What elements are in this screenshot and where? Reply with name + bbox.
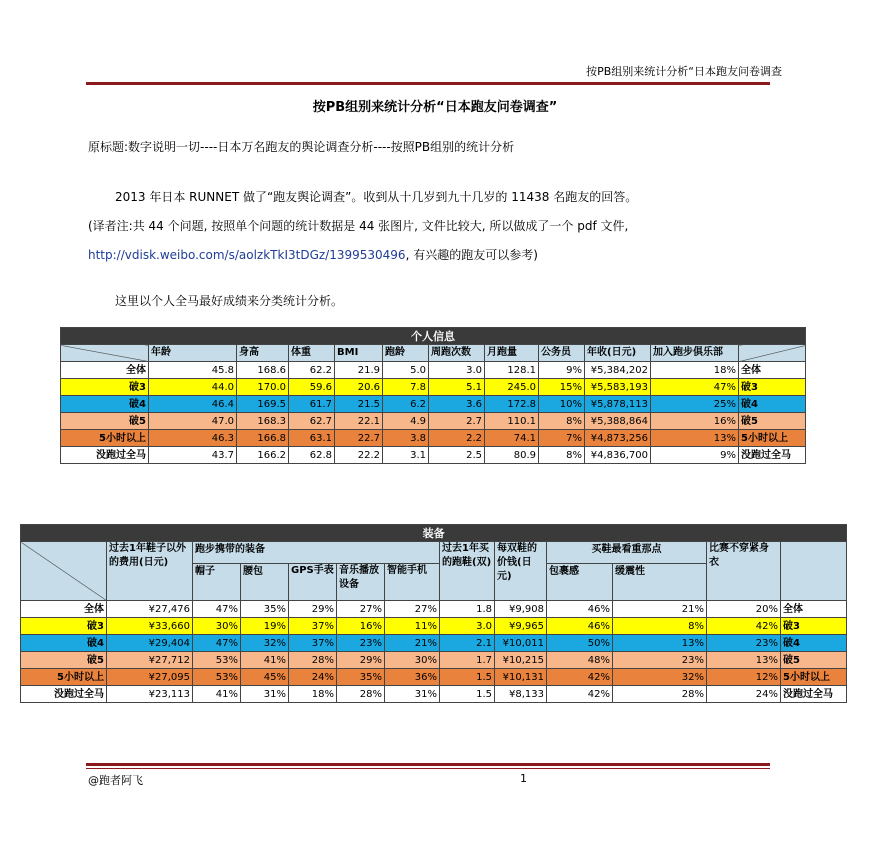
col-header-weekly-runs: 周跑次数 bbox=[429, 345, 485, 362]
table-cell: ¥27,712 bbox=[107, 652, 193, 669]
table-cell: 47% bbox=[651, 379, 739, 396]
footer-rule-thin bbox=[86, 768, 770, 769]
row-label-right: 破5 bbox=[781, 652, 847, 669]
table-cell: ¥5,583,193 bbox=[585, 379, 651, 396]
intro-line-2: (译者注:共 44 个问题, 按照单个问题的统计数据是 44 张图片, 文件比较大, 所以做成了一个 pdf 文件, bbox=[88, 219, 629, 233]
table-cell: 18% bbox=[289, 686, 337, 703]
table-row bbox=[61, 396, 806, 413]
table-cell: ¥9,965 bbox=[495, 618, 547, 635]
table-cell: 169.5 bbox=[237, 396, 289, 413]
table-row bbox=[21, 601, 847, 618]
row-label: 破3 bbox=[61, 379, 149, 396]
table-cell: 27% bbox=[385, 601, 440, 618]
col-group-carry: 跑步携带的装备 bbox=[193, 542, 440, 564]
table-cell: ¥4,873,256 bbox=[585, 430, 651, 447]
table-cell: 62.8 bbox=[289, 447, 335, 464]
table-cell: 47.0 bbox=[149, 413, 237, 430]
table-cell: 245.0 bbox=[485, 379, 539, 396]
col-header-income: 年收(日元) bbox=[585, 345, 651, 362]
table-cell: 42% bbox=[707, 618, 781, 635]
table-cell: 3.6 bbox=[429, 396, 485, 413]
table-cell: 46% bbox=[547, 601, 613, 618]
table-cell: 80.9 bbox=[485, 447, 539, 464]
table-cell: 5.0 bbox=[383, 362, 429, 379]
table-cell: 24% bbox=[289, 669, 337, 686]
table-cell: 45% bbox=[241, 669, 289, 686]
table-cell: 2.1 bbox=[440, 635, 495, 652]
personal-info-band: 个人信息 bbox=[61, 328, 806, 345]
table-cell: 53% bbox=[193, 652, 241, 669]
table-cell: 21% bbox=[613, 601, 707, 618]
table-cell: ¥10,011 bbox=[495, 635, 547, 652]
table-row bbox=[61, 430, 806, 447]
table-row bbox=[61, 447, 806, 464]
row-label: 破4 bbox=[21, 635, 107, 652]
row-label-right: 破4 bbox=[739, 396, 806, 413]
table-cell: 3.1 bbox=[383, 447, 429, 464]
vdisk-link[interactable]: http://vdisk.weibo.com/s/aolzkTkI3tDGz/1399530496 bbox=[88, 248, 406, 262]
col-header-cushion: 缓震性 bbox=[613, 563, 707, 600]
table-cell: 35% bbox=[337, 669, 385, 686]
table-cell: 37% bbox=[289, 635, 337, 652]
table-cell: 166.2 bbox=[237, 447, 289, 464]
col-header-spend: 过去1年鞋子以外的费用(日元) bbox=[107, 542, 193, 601]
col-header-fit: 包裹感 bbox=[547, 563, 613, 600]
table-cell: 31% bbox=[385, 686, 440, 703]
table-cell: 9% bbox=[651, 447, 739, 464]
table-cell: 4.9 bbox=[383, 413, 429, 430]
row-label-right: 没跑过全马 bbox=[739, 447, 806, 464]
table-cell: 3.8 bbox=[383, 430, 429, 447]
table-cell: 42% bbox=[547, 669, 613, 686]
table-cell: 10% bbox=[539, 396, 585, 413]
table-cell: 13% bbox=[613, 635, 707, 652]
table-cell: 168.3 bbox=[237, 413, 289, 430]
table-cell: 7% bbox=[539, 430, 585, 447]
analysis-line: 这里以个人全马最好成绩来分类统计分析。 bbox=[115, 294, 344, 308]
footer-author: @跑者阿飞 bbox=[88, 774, 143, 787]
table-cell: 23% bbox=[613, 652, 707, 669]
header-rule bbox=[86, 82, 770, 85]
table-cell: 43.7 bbox=[149, 447, 237, 464]
table-cell: ¥8,133 bbox=[495, 686, 547, 703]
col-header-shoe-price: 每双鞋的价钱(日元) bbox=[495, 542, 547, 601]
row-label: 没跑过全马 bbox=[21, 686, 107, 703]
table-cell: ¥4,836,700 bbox=[585, 447, 651, 464]
row-label: 5小时以上 bbox=[61, 430, 149, 447]
table-cell: 172.8 bbox=[485, 396, 539, 413]
col-header-club: 加入跑步俱乐部 bbox=[651, 345, 739, 362]
table-cell: ¥9,908 bbox=[495, 601, 547, 618]
row-label-right: 破3 bbox=[781, 618, 847, 635]
table-cell: 170.0 bbox=[237, 379, 289, 396]
table-cell: 46.3 bbox=[149, 430, 237, 447]
table-row bbox=[21, 652, 847, 669]
table-cell: 20.6 bbox=[335, 379, 383, 396]
row-label-right: 没跑过全马 bbox=[781, 686, 847, 703]
row-label-right: 5小时以上 bbox=[781, 669, 847, 686]
table-cell: 63.1 bbox=[289, 430, 335, 447]
col-header-waistbag: 腰包 bbox=[241, 563, 289, 600]
col-header-bmi: BMI bbox=[335, 345, 383, 362]
table-cell: 12% bbox=[707, 669, 781, 686]
table-row bbox=[61, 379, 806, 396]
row-label: 5小时以上 bbox=[21, 669, 107, 686]
table-cell: 11% bbox=[385, 618, 440, 635]
table-cell: 166.8 bbox=[237, 430, 289, 447]
row-label-right: 破5 bbox=[739, 413, 806, 430]
table-cell: 110.1 bbox=[485, 413, 539, 430]
table-cell: ¥27,095 bbox=[107, 669, 193, 686]
table-cell: 168.6 bbox=[237, 362, 289, 379]
table-cell: 1.7 bbox=[440, 652, 495, 669]
table-row bbox=[21, 635, 847, 652]
table-cell: 41% bbox=[241, 652, 289, 669]
table-cell: 32% bbox=[241, 635, 289, 652]
running-header: 按PB组别来统计分析“日本跑友问卷调查 bbox=[586, 65, 782, 78]
row-label-right: 破4 bbox=[781, 635, 847, 652]
table-cell: 44.0 bbox=[149, 379, 237, 396]
table-cell: 27% bbox=[337, 601, 385, 618]
row-label-right: 破3 bbox=[739, 379, 806, 396]
header-blank-right bbox=[781, 542, 847, 601]
table-cell: 47% bbox=[193, 601, 241, 618]
col-header-monthly-distance: 月跑量 bbox=[485, 345, 539, 362]
table-cell: 19% bbox=[241, 618, 289, 635]
table-cell: 5.1 bbox=[429, 379, 485, 396]
table-cell: 128.1 bbox=[485, 362, 539, 379]
col-header-weight: 体重 bbox=[289, 345, 335, 362]
table-cell: 16% bbox=[651, 413, 739, 430]
footer-rule bbox=[86, 763, 770, 766]
table-cell: 22.2 bbox=[335, 447, 383, 464]
table-cell: 50% bbox=[547, 635, 613, 652]
table-row bbox=[21, 618, 847, 635]
table-cell: ¥5,388,864 bbox=[585, 413, 651, 430]
table-cell: 29% bbox=[289, 601, 337, 618]
table-cell: 6.2 bbox=[383, 396, 429, 413]
col-header-gps: GPS手表 bbox=[289, 563, 337, 600]
table-cell: ¥10,215 bbox=[495, 652, 547, 669]
table-cell: 8% bbox=[539, 413, 585, 430]
table-cell: 20% bbox=[707, 601, 781, 618]
table-cell: 23% bbox=[337, 635, 385, 652]
table-cell: 13% bbox=[707, 652, 781, 669]
col-header-music: 音乐播放设备 bbox=[337, 563, 385, 600]
col-header-hat: 帽子 bbox=[193, 563, 241, 600]
equipment-table bbox=[20, 524, 847, 703]
table-cell: 13% bbox=[651, 430, 739, 447]
col-header-height: 身高 bbox=[237, 345, 289, 362]
row-label: 破4 bbox=[61, 396, 149, 413]
col-group-focus: 买鞋最看重那点 bbox=[547, 542, 707, 564]
table-cell: 16% bbox=[337, 618, 385, 635]
page-number: 1 bbox=[520, 772, 527, 785]
col-header-phone: 智能手机 bbox=[385, 563, 440, 600]
row-label: 全体 bbox=[61, 362, 149, 379]
table-cell: 42% bbox=[547, 686, 613, 703]
col-header-running-years: 跑龄 bbox=[383, 345, 429, 362]
table-cell: 37% bbox=[289, 618, 337, 635]
document-title: 按PB组别来统计分析“日本跑友问卷调查” bbox=[312, 100, 558, 115]
row-label-right: 全体 bbox=[781, 601, 847, 618]
table-cell: 2.5 bbox=[429, 447, 485, 464]
table-cell: 28% bbox=[289, 652, 337, 669]
table-row bbox=[21, 686, 847, 703]
table-row bbox=[61, 362, 806, 379]
table-cell: 62.2 bbox=[289, 362, 335, 379]
header-corner-right bbox=[739, 345, 806, 362]
table-cell: 9% bbox=[539, 362, 585, 379]
intro-line-3 bbox=[88, 246, 538, 263]
table-cell: 23% bbox=[707, 635, 781, 652]
table-cell: 8% bbox=[539, 447, 585, 464]
table-cell: ¥33,660 bbox=[107, 618, 193, 635]
row-label: 破3 bbox=[21, 618, 107, 635]
table-cell: 74.1 bbox=[485, 430, 539, 447]
table-cell: 8% bbox=[613, 618, 707, 635]
table-cell: ¥10,131 bbox=[495, 669, 547, 686]
table-row bbox=[61, 413, 806, 430]
table-cell: 28% bbox=[613, 686, 707, 703]
table-cell: 35% bbox=[241, 601, 289, 618]
table-cell: 21.5 bbox=[335, 396, 383, 413]
table-cell: 2.2 bbox=[429, 430, 485, 447]
table-cell: 28% bbox=[337, 686, 385, 703]
intro-line-1: 2013 年日本 RUNNET 做了“跑友舆论调查”。收到从十几岁到九十几岁的 11438 名跑友的回答。 bbox=[115, 190, 638, 204]
equipment-band: 装备 bbox=[21, 525, 847, 542]
table-cell: 21% bbox=[385, 635, 440, 652]
table-cell: ¥29,404 bbox=[107, 635, 193, 652]
table-cell: 31% bbox=[241, 686, 289, 703]
table-cell: ¥5,384,202 bbox=[585, 362, 651, 379]
row-label: 全体 bbox=[21, 601, 107, 618]
table-cell: 41% bbox=[193, 686, 241, 703]
table-cell: 7.8 bbox=[383, 379, 429, 396]
table-cell: 46% bbox=[547, 618, 613, 635]
table-cell: 48% bbox=[547, 652, 613, 669]
table-cell: 15% bbox=[539, 379, 585, 396]
table-cell: 53% bbox=[193, 669, 241, 686]
row-label: 没跑过全马 bbox=[61, 447, 149, 464]
col-header-civil-servant: 公务员 bbox=[539, 345, 585, 362]
table-row bbox=[21, 669, 847, 686]
table-cell: 61.7 bbox=[289, 396, 335, 413]
table-cell: 1.5 bbox=[440, 669, 495, 686]
table-cell: ¥27,476 bbox=[107, 601, 193, 618]
row-label: 破5 bbox=[61, 413, 149, 430]
table-cell: 18% bbox=[651, 362, 739, 379]
row-label: 破5 bbox=[21, 652, 107, 669]
table-cell: 36% bbox=[385, 669, 440, 686]
table-cell: 46.4 bbox=[149, 396, 237, 413]
table-cell: 24% bbox=[707, 686, 781, 703]
header-corner bbox=[61, 345, 149, 362]
table-cell: 30% bbox=[385, 652, 440, 669]
col-header-shoes-count: 过去1年买的跑鞋(双) bbox=[440, 542, 495, 601]
table-cell: ¥23,113 bbox=[107, 686, 193, 703]
personal-info-table bbox=[60, 327, 806, 464]
table-cell: 32% bbox=[613, 669, 707, 686]
table-cell: 45.8 bbox=[149, 362, 237, 379]
original-title: 原标题:数字说明一切----日本万名跑友的舆论调查分析----按照PB组别的统计分析 bbox=[88, 140, 515, 154]
table-cell: 25% bbox=[651, 396, 739, 413]
table-cell: 47% bbox=[193, 635, 241, 652]
table-cell: 62.7 bbox=[289, 413, 335, 430]
header-corner-2 bbox=[21, 542, 107, 601]
table-cell: ¥5,878,113 bbox=[585, 396, 651, 413]
intro-line-3-suffix: , 有兴趣的跑友可以参考) bbox=[405, 248, 538, 262]
table-cell: 3.0 bbox=[429, 362, 485, 379]
col-header-age: 年龄 bbox=[149, 345, 237, 362]
table-cell: 3.0 bbox=[440, 618, 495, 635]
table-cell: 30% bbox=[193, 618, 241, 635]
table-cell: 21.9 bbox=[335, 362, 383, 379]
table-cell: 1.5 bbox=[440, 686, 495, 703]
table-cell: 59.6 bbox=[289, 379, 335, 396]
table-cell: 1.8 bbox=[440, 601, 495, 618]
table-cell: 22.1 bbox=[335, 413, 383, 430]
row-label-right: 全体 bbox=[739, 362, 806, 379]
row-label-right: 5小时以上 bbox=[739, 430, 806, 447]
table-cell: 22.7 bbox=[335, 430, 383, 447]
table-cell: 29% bbox=[337, 652, 385, 669]
table-cell: 2.7 bbox=[429, 413, 485, 430]
col-header-no-tights: 比赛不穿紧身衣 bbox=[707, 542, 781, 601]
